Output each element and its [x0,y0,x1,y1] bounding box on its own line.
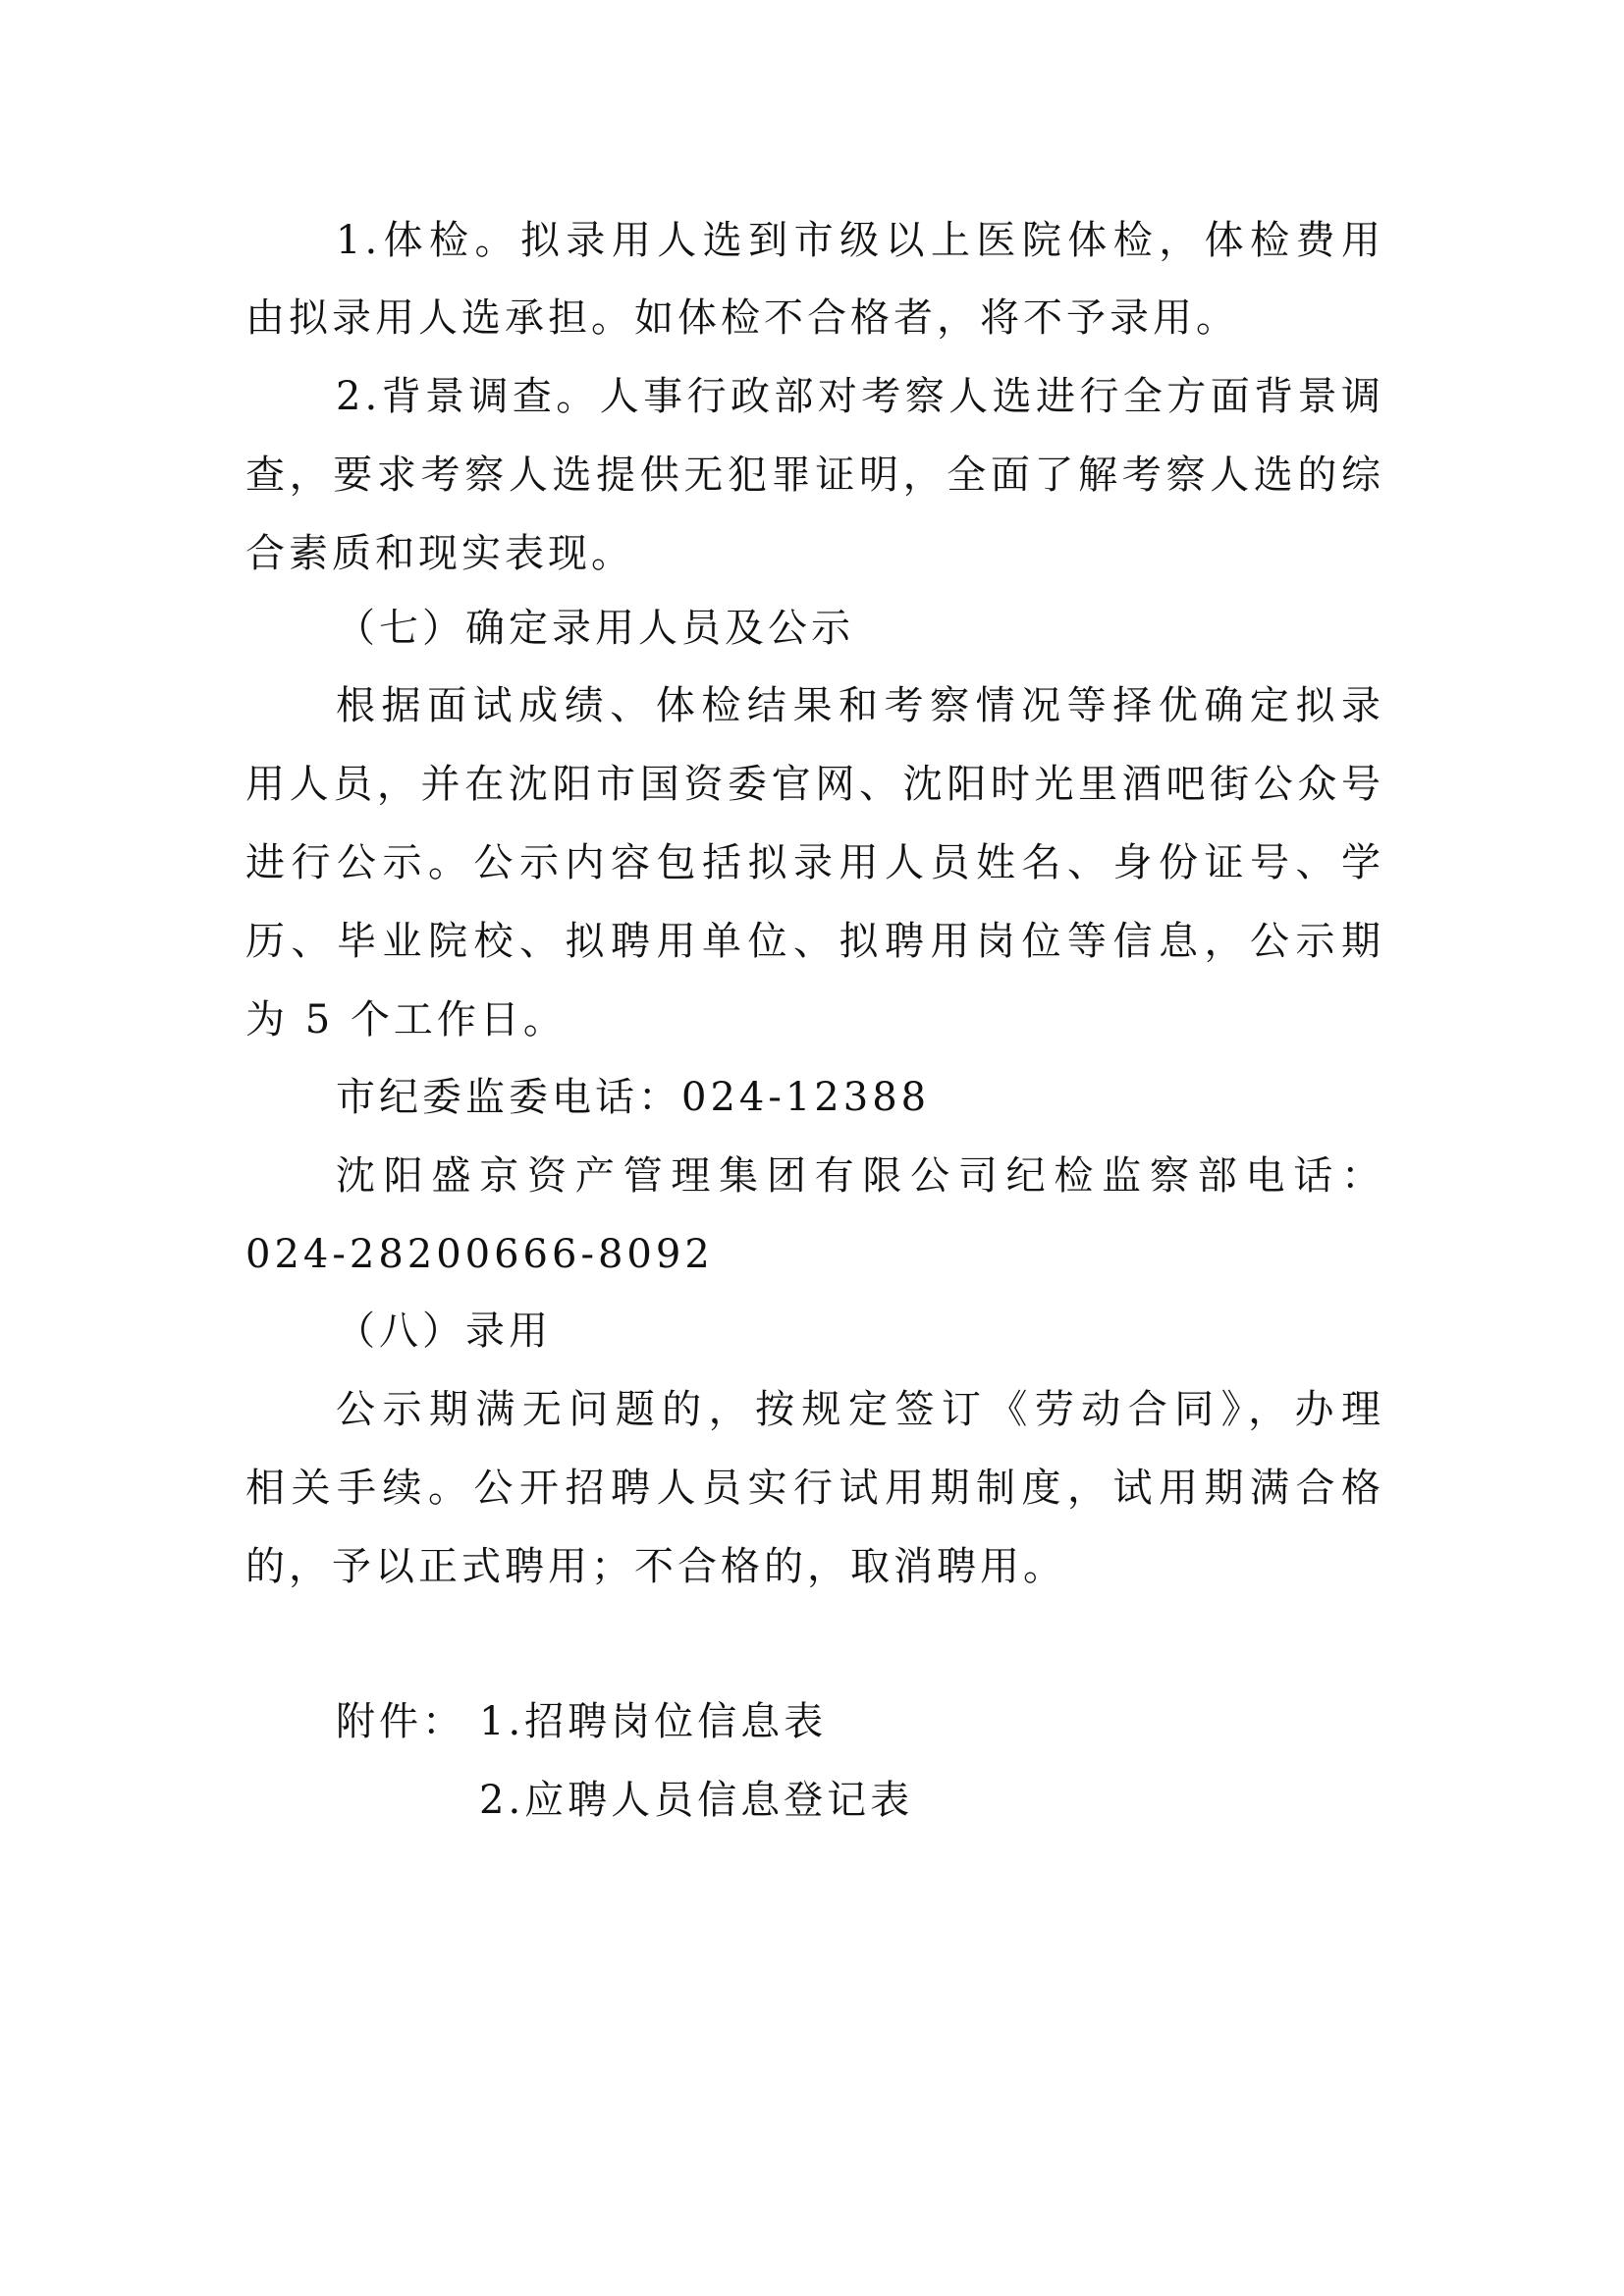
paragraph-line: 1.体检。拟录用人选到市级以上医院体检，体检费用 [336,218,1384,263]
paragraph-line: 历、毕业院校、拟聘用单位、拟聘用岗位等信息，公示期 [245,919,1384,964]
paragraph-line: 公示期满无问题的，按规定签订《劳动合同》，办理 [336,1387,1384,1432]
paragraph-line: 合素质和现实表现。 [245,531,634,576]
section-heading: （八）录用 [336,1308,552,1354]
contact-phone-group-label: 沈阳盛京资产管理集团有限公司纪检监察部电话： [336,1153,1384,1199]
paragraph-line: 查，要求考察人选提供无犯罪证明，全面了解考察人选的综 [245,453,1384,498]
paragraph-line: 的，予以正式聘用；不合格的，取消聘用。 [245,1544,1066,1589]
paragraph-line: 进行公示。公示内容包括拟录用人员姓名、身份证号、学 [245,840,1384,885]
paragraph-line: 用人员，并在沈阳市国资委官网、沈阳时光里酒吧街公众号 [245,762,1384,807]
contact-phone-commission: 市纪委监委电话：024-12388 [336,1075,931,1120]
attachment-item: 1.招聘岗位信息表 [479,1699,828,1744]
attachments-label: 附件： [336,1699,465,1744]
attachment-item: 2.应聘人员信息登记表 [479,1778,914,1823]
paragraph-line: 2.背景调查。人事行政部对考察人选进行全方面背景调 [336,374,1384,419]
paragraph-line: 相关手续。公开招聘人员实行试用期制度，试用期满合格 [245,1466,1384,1511]
contact-phone-group-number: 024-28200666-8092 [245,1232,714,1277]
paragraph-line: 由拟录用人选承担。如体检不合格者，将不予录用。 [245,295,1239,341]
section-heading: （七）确定录用人员及公示 [336,606,854,651]
paragraph-line: 根据面试成绩、体检结果和考察情况等择优确定拟录 [336,683,1384,728]
paragraph-line: 为 5 个工作日。 [245,997,567,1042]
